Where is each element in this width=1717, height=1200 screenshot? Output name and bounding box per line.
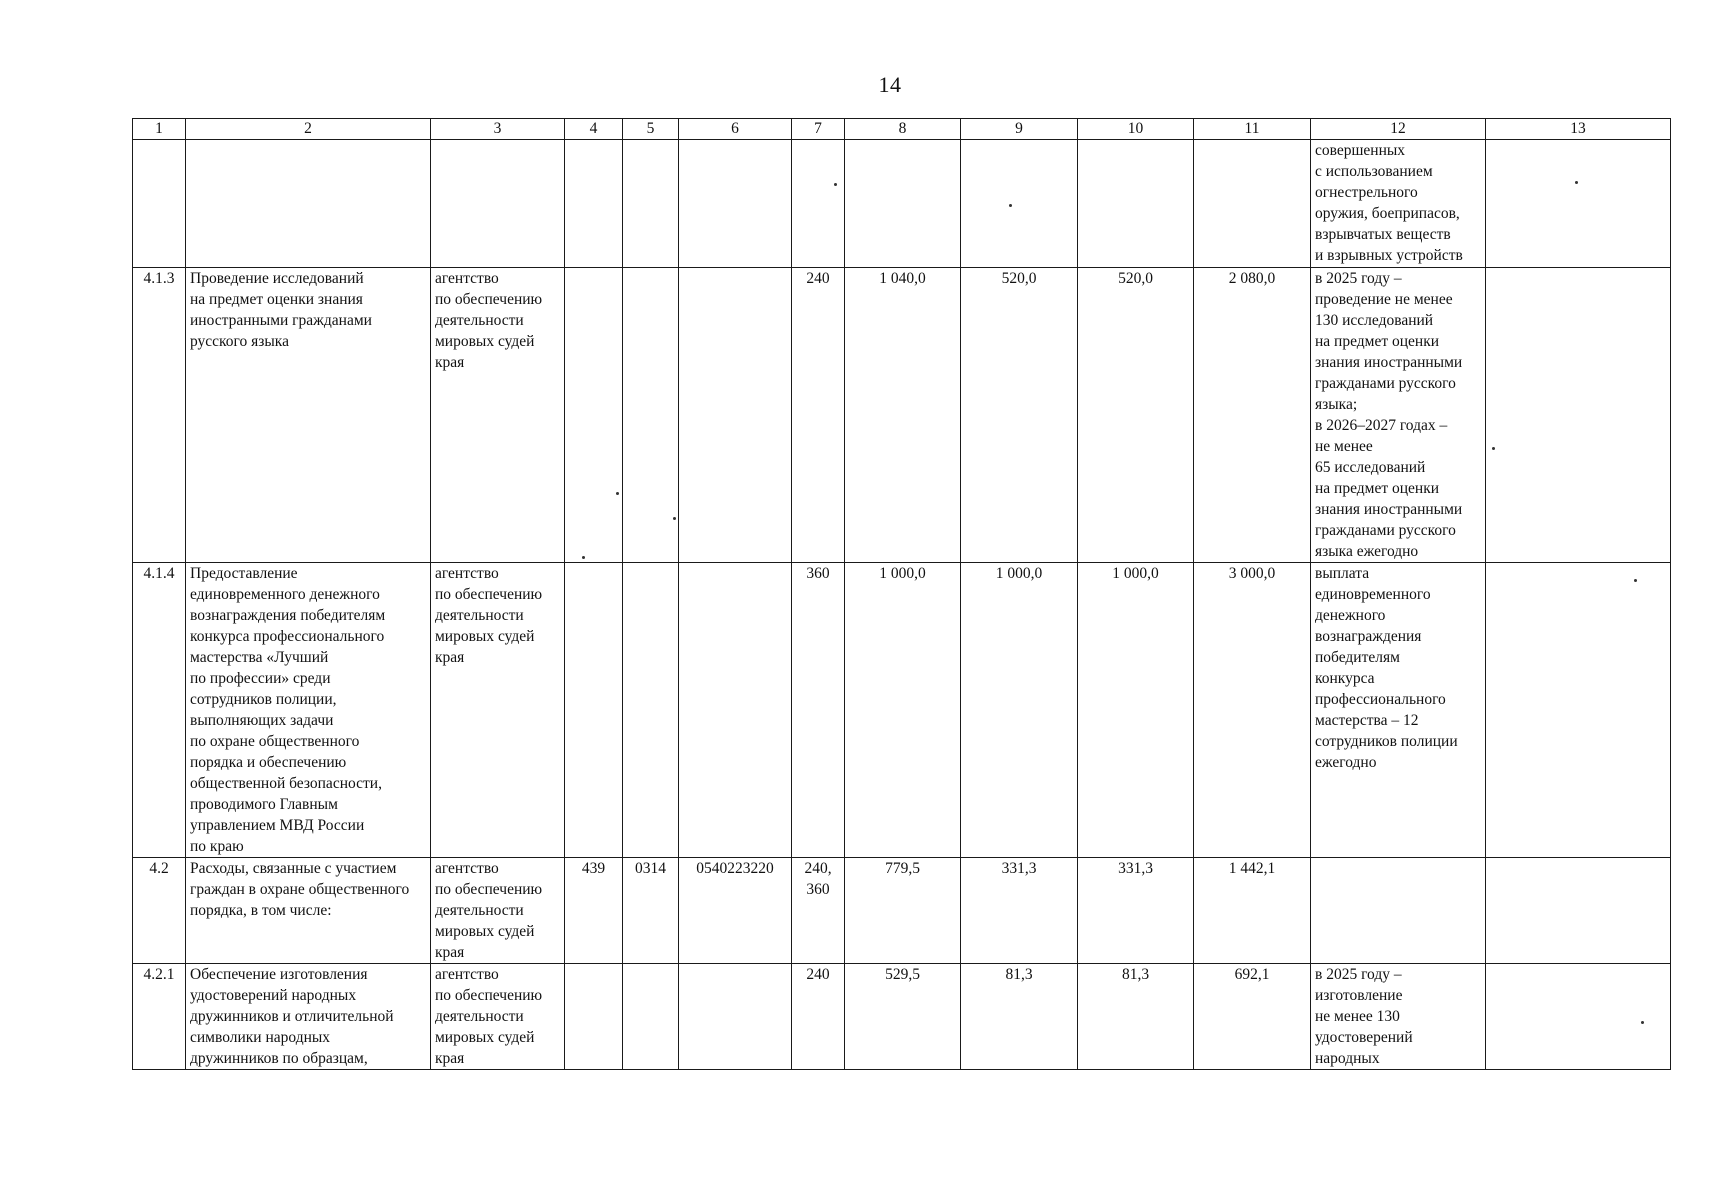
section-code-cell — [623, 563, 679, 858]
expense-type-code-cell — [792, 140, 845, 268]
gbrs-code-cell: 439 — [565, 858, 623, 964]
gbrs-code-cell — [565, 140, 623, 268]
total-amount-cell: 1 442,1 — [1194, 858, 1311, 964]
table-row — [133, 964, 1671, 1070]
expense-type-code-cell: 240 — [792, 964, 845, 1070]
total-amount-cell: 2 080,0 — [1194, 268, 1311, 563]
scan-speck — [1641, 1021, 1644, 1024]
column-header: 13 — [1486, 119, 1671, 140]
activity-name-cell — [186, 140, 431, 268]
amount-cell: 81,3 — [1078, 964, 1194, 1070]
amount-cell — [845, 140, 961, 268]
activity-name-cell: Обеспечение изготовления удостоверений народных дружинников и отличительной символики народных дружинников по образцам, — [186, 964, 431, 1070]
amount-cell: 520,0 — [961, 268, 1078, 563]
table-row — [133, 268, 1671, 563]
responsible-agency-cell: агентство по обеспечению деятельности мировых судей края — [431, 268, 565, 563]
responsible-agency-cell: агентство по обеспечению деятельности мировых судей края — [431, 563, 565, 858]
activity-name-cell: Предоставление единовременного денежного вознаграждения победителям конкурса профессионального мастерства «Лучший по профессии» среди сотрудников полиции, выполняющих задачи по охране общественного порядка и обеспечению общественной безопасности, проводимого Главным управлением МВД России по краю — [186, 563, 431, 858]
scan-speck — [1009, 204, 1012, 207]
note-cell — [1486, 268, 1671, 563]
target-item-code-cell — [679, 140, 792, 268]
column-header: 3 — [431, 119, 565, 140]
column-header: 10 — [1078, 119, 1194, 140]
table-row — [133, 858, 1671, 964]
table-row — [133, 563, 1671, 858]
section-code-cell — [623, 964, 679, 1070]
amount-cell: 520,0 — [1078, 268, 1194, 563]
expected-result-cell: совершенных с использованием огнестрельного оружия, боеприпасов, взрывчатых веществ и взрывных устройств — [1311, 140, 1486, 268]
page-number: 14 — [878, 72, 902, 97]
column-header: 12 — [1311, 119, 1486, 140]
expected-result-cell: в 2025 году – проведение не менее 130 исследований на предмет оценки знания иностранными гражданами русского языка; в 2026–2027 годах – не менее 65 исследований на предмет оценки знания иностранными гражданами русского языка ежегодно — [1311, 268, 1486, 563]
column-header: 4 — [565, 119, 623, 140]
amount-cell: 81,3 — [961, 964, 1078, 1070]
amount-cell: 331,3 — [1078, 858, 1194, 964]
expense-type-code-cell: 240, 360 — [792, 858, 845, 964]
section-code-cell: 0314 — [623, 858, 679, 964]
budget-table — [132, 118, 1671, 1070]
scan-speck — [582, 556, 585, 559]
amount-cell — [1078, 140, 1194, 268]
note-cell — [1486, 858, 1671, 964]
column-header: 11 — [1194, 119, 1311, 140]
scan-speck — [673, 517, 676, 520]
header-row — [133, 119, 1671, 140]
scan-speck — [1575, 181, 1578, 184]
responsible-agency-cell: агентство по обеспечению деятельности мировых судей края — [431, 858, 565, 964]
gbrs-code-cell — [565, 268, 623, 563]
expected-result-cell: выплата единовременного денежного вознаграждения победителям конкурса профессионального мастерства – 12 сотрудников полиции ежегодно — [1311, 563, 1486, 858]
row-number-cell — [133, 140, 186, 268]
note-cell — [1486, 563, 1671, 858]
table-row — [133, 140, 1671, 268]
expense-type-code-cell: 360 — [792, 563, 845, 858]
column-header: 7 — [792, 119, 845, 140]
column-header: 6 — [679, 119, 792, 140]
responsible-agency-cell — [431, 140, 565, 268]
total-amount-cell — [1194, 140, 1311, 268]
amount-cell: 1 000,0 — [961, 563, 1078, 858]
expected-result-cell: в 2025 году – изготовление не менее 130 удостоверений народных — [1311, 964, 1486, 1070]
row-number-cell: 4.1.3 — [133, 268, 186, 563]
section-code-cell — [623, 268, 679, 563]
amount-cell: 331,3 — [961, 858, 1078, 964]
section-code-cell — [623, 140, 679, 268]
gbrs-code-cell — [565, 964, 623, 1070]
amount-cell: 1 000,0 — [845, 563, 961, 858]
note-cell — [1486, 140, 1671, 268]
gbrs-code-cell — [565, 563, 623, 858]
amount-cell: 779,5 — [845, 858, 961, 964]
activity-name-cell: Расходы, связанные с участием граждан в охране общественного порядка, в том числе: — [186, 858, 431, 964]
scan-speck — [1634, 579, 1637, 582]
amount-cell: 529,5 — [845, 964, 961, 1070]
column-header: 5 — [623, 119, 679, 140]
amount-cell — [961, 140, 1078, 268]
total-amount-cell: 692,1 — [1194, 964, 1311, 1070]
target-item-code-cell: 0540223220 — [679, 858, 792, 964]
column-header: 8 — [845, 119, 961, 140]
activity-name-cell: Проведение исследований на предмет оценки знания иностранными гражданами русского языка — [186, 268, 431, 563]
note-cell — [1486, 964, 1671, 1070]
expense-type-code-cell: 240 — [792, 268, 845, 563]
target-item-code-cell — [679, 964, 792, 1070]
row-number-cell: 4.2.1 — [133, 964, 186, 1070]
column-header: 9 — [961, 119, 1078, 140]
scan-speck — [616, 492, 619, 495]
scan-speck — [1492, 447, 1495, 450]
total-amount-cell: 3 000,0 — [1194, 563, 1311, 858]
responsible-agency-cell: агентство по обеспечению деятельности мировых судей края — [431, 964, 565, 1070]
column-header: 2 — [186, 119, 431, 140]
amount-cell: 1 040,0 — [845, 268, 961, 563]
scan-speck — [834, 183, 837, 186]
target-item-code-cell — [679, 563, 792, 858]
row-number-cell: 4.2 — [133, 858, 186, 964]
target-item-code-cell — [679, 268, 792, 563]
amount-cell: 1 000,0 — [1078, 563, 1194, 858]
expected-result-cell — [1311, 858, 1486, 964]
column-header: 1 — [133, 119, 186, 140]
row-number-cell: 4.1.4 — [133, 563, 186, 858]
